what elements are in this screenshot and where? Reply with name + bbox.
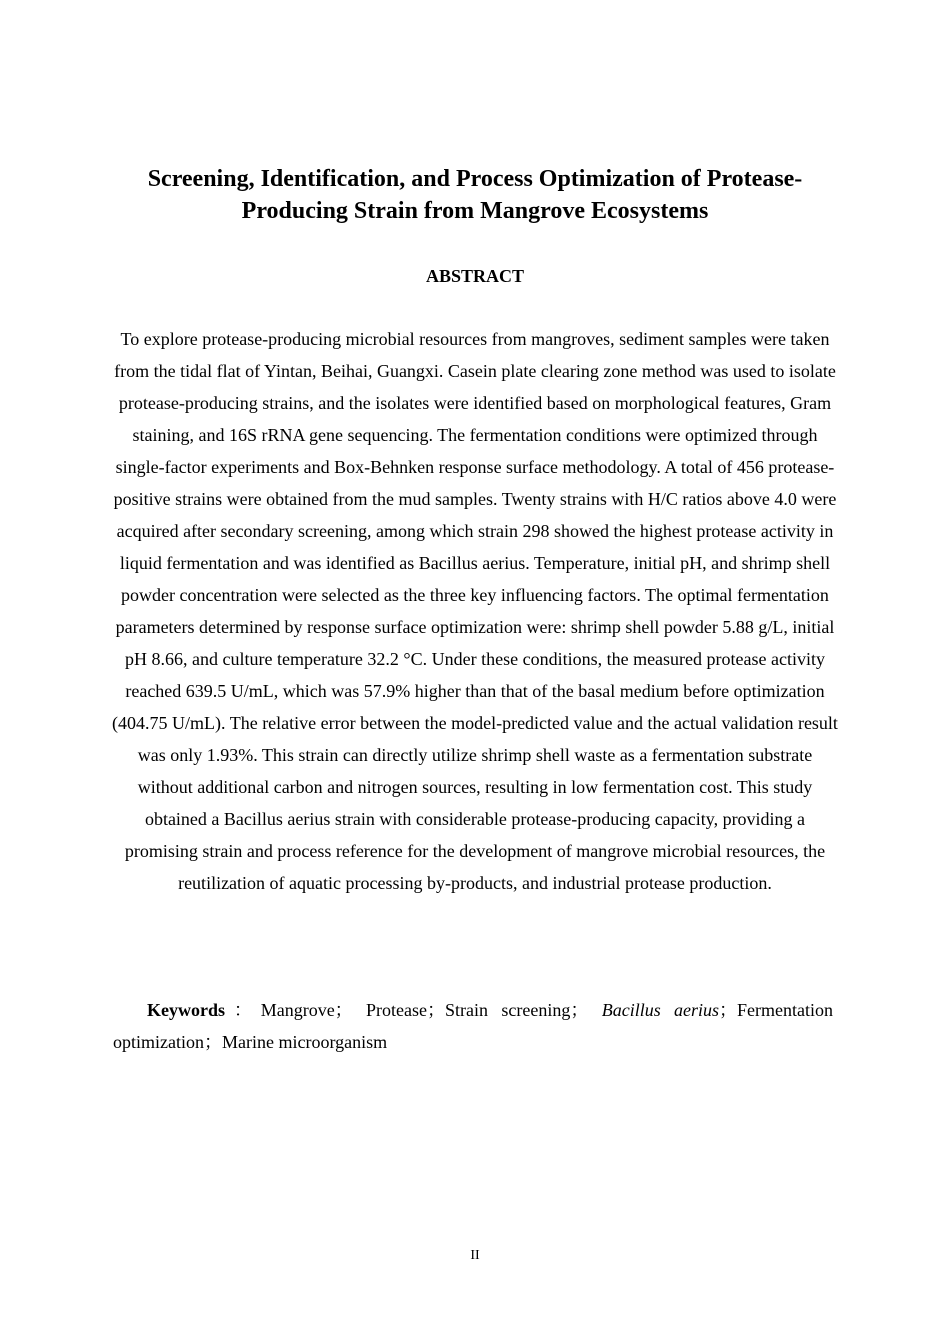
abstract-body: To explore protease-producing microbial resources from mangroves, sediment samples were taken from the tidal flat of Yintan, Beihai, Guangxi. Casein plate clearing zone method was used to isolate protease-producing strains, and the isolates were identified based on morphological features, Gram staining, and 16S rRNA gene sequencing. The fermentation conditions were optimized through single-factor experiments and Box-Behnken response surface methodology. A total of 456 protease-positive strains were obtained from the mud samples. Twenty strains with H/C ratios above 4.0 were acquired after secondary screening, among which strain 298 showed the highest protease activity in liquid fermentation and was identified as Bacillus aerius. Temperature, initial pH, and shrimp shell powder concentration were selected as the three key influencing factors. The optimal fermentation parameters determined by response surface optimization were: shrimp shell powder 5.88 g/L, initial pH 8.66, and culture temperature 32.2 °C. Under these conditions, the measured protease activity reached 639.5 U/mL, which was 57.9% higher than that of the basal medium before optimization (404.75 U/mL). The relative error between the model-predicted value and the actual validation result was only 1.93%. This strain can directly utilize shrimp shell waste as a fermentation substrate without additional carbon and nitrogen sources, resulting in low fermentation cost. This study obtained a Bacillus aerius strain with considerable protease-producing capacity, providing a promising strain and process reference for the development of mangrove microbial resources, the reutilization of aquatic processing by-products, and industrial protease production. [112, 329, 838, 893]
page-number: II [470, 1248, 480, 1263]
keyword-item: Marine microorganism [221, 1032, 388, 1052]
keywords-paragraph [113, 994, 833, 1058]
keyword-separator: ； [719, 1000, 738, 1020]
keyword-item: Strain screening； [445, 1000, 589, 1020]
document-title: Screening, Identification, and Process Optimization of Protease-Producing Strain from Mangrove Ecosystems [147, 166, 803, 224]
keyword-item: Protease； [366, 1000, 446, 1020]
keywords-separator: ： [225, 1000, 261, 1020]
keywords-label: Keywords [147, 1000, 225, 1020]
keyword-item: Fermentation optimization； [113, 1000, 834, 1052]
keyword-item: Mangrove； [260, 1000, 353, 1020]
abstract-heading: ABSTRACT [425, 266, 525, 286]
keyword-item-italic: Bacillus aerius [601, 1000, 720, 1020]
